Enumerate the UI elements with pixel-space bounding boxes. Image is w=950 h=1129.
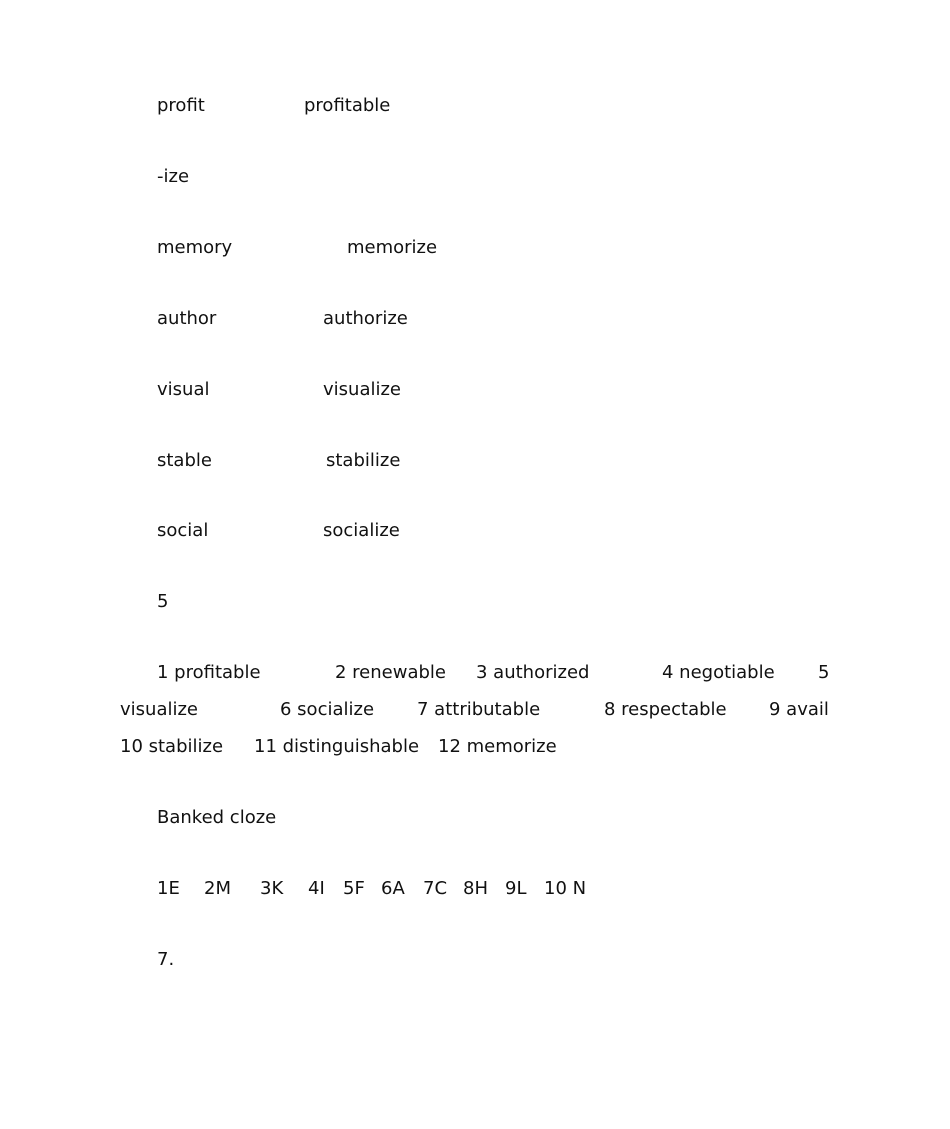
answer-item: 7 attributable [417, 699, 541, 720]
banked-answer: 5F [343, 878, 365, 899]
banked-answer: 10 N [544, 878, 587, 899]
banked-answer: 9L [505, 878, 527, 899]
answer-item: visualize [120, 699, 198, 720]
answer-item: 8 respectable [604, 699, 727, 720]
derived-word: profitable [304, 95, 391, 116]
answer-item: 1 profitable [157, 662, 261, 683]
banked-answer: 4I [308, 878, 325, 899]
answer-item: 5 [818, 662, 830, 683]
answer-item: 9 avail [769, 699, 829, 720]
derived-word: authorize [323, 308, 408, 329]
section-number: 5 [157, 591, 169, 612]
answers-line [120, 691, 829, 728]
base-word: memory [157, 237, 233, 258]
banked-answer: 3K [260, 878, 284, 899]
banked-cloze-heading: Banked cloze [157, 807, 277, 828]
answer-item: 4 negotiable [662, 662, 775, 683]
derived-word: memorize [347, 237, 438, 258]
base-word: profit [157, 95, 205, 116]
derived-word: visualize [323, 379, 401, 400]
base-word: author [157, 308, 217, 329]
derived-word: socialize [323, 520, 400, 541]
banked-answer: 2M [204, 878, 231, 899]
derived-word: stabilize [326, 450, 401, 471]
banked-answer: 6A [381, 878, 405, 899]
answers-line [120, 654, 829, 691]
next-section-number: 7. [157, 949, 175, 970]
answer-item: 11 distinguishable [254, 736, 420, 757]
answer-item: 6 socialize [280, 699, 375, 720]
answer-item: 10 stabilize [120, 736, 224, 757]
answer-item: 2 renewable [335, 662, 446, 683]
base-word: stable [157, 450, 212, 471]
banked-answer: 1E [157, 878, 180, 899]
answer-item: 3 authorized [476, 662, 590, 683]
banked-answer: 7C [423, 878, 448, 899]
suffix-heading: -ize [157, 166, 190, 187]
base-word: social [157, 520, 209, 541]
banked-answer: 8H [463, 878, 488, 899]
base-word: visual [157, 379, 210, 400]
answer-item: 12 memorize [438, 736, 557, 757]
answers-paragraph [120, 654, 829, 765]
answers-line [120, 728, 829, 765]
